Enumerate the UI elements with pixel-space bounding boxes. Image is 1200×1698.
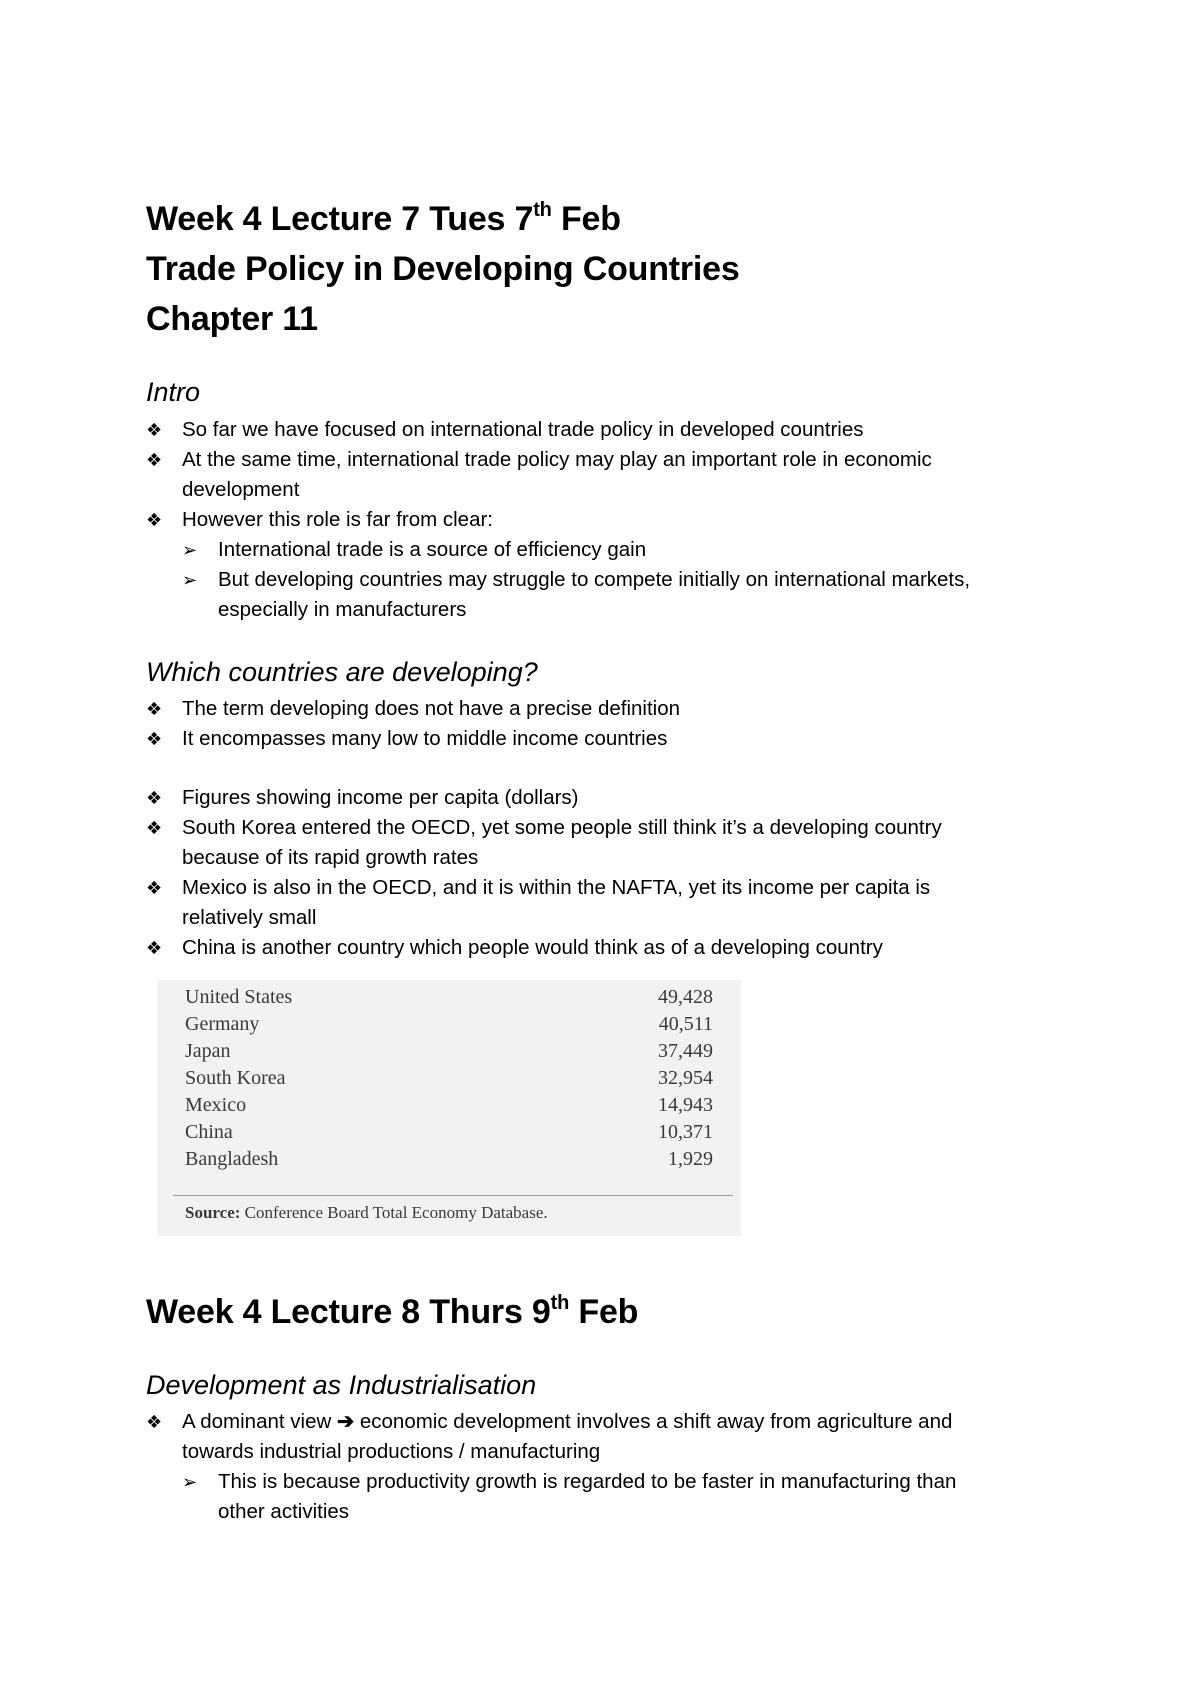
bullet-icon: ❖ [146, 818, 163, 838]
lecture7-title [146, 200, 621, 238]
which-bullet-4-line-1: South Korea entered the OECD, yet some people still think it’s a developing country [182, 816, 942, 839]
lecture8-title-suffix: Feb [569, 1293, 639, 1331]
bullet-icon: ❖ [146, 699, 163, 719]
industrialisation-bullet-1-line-2: towards industrial productions / manufacturing [182, 1440, 601, 1463]
table-row [185, 1092, 713, 1119]
intro-sub-bullet-2-line-2: especially in manufacturers [218, 598, 467, 621]
lecture7-title-suffix: Feb [551, 200, 621, 238]
bullet-icon: ❖ [146, 510, 163, 530]
intro-bullet-1: So far we have focused on international trade policy in developed countries [182, 418, 864, 441]
intro-bullet-3: However this role is far from clear: [182, 508, 494, 531]
lecture8-title-sup: th [550, 1292, 570, 1314]
which-bullet-2: It encompasses many low to middle income countries [182, 727, 668, 750]
income-value: 10,371 [658, 1121, 713, 1143]
income-value: 49,428 [658, 986, 713, 1008]
bullet-icon: ❖ [146, 788, 163, 808]
bullet-icon: ❖ [146, 1412, 163, 1432]
income-value: 14,943 [658, 1094, 713, 1116]
which-bullet-6: China is another country which people would think as of a developing country [182, 936, 883, 959]
which-countries-heading: Which countries are developing? [146, 657, 538, 687]
bullet-icon: ❖ [146, 729, 163, 749]
industrialisation-sub-bullet-1-line-1: This is because productivity growth is regarded to be faster in manufacturing than [218, 1470, 957, 1493]
intro-sub-bullet-1: International trade is a source of efficiency gain [218, 538, 647, 561]
income-value: 32,954 [658, 1067, 713, 1089]
table-row [185, 984, 713, 1011]
lecture8-title-text: Week 4 Lecture 8 Thurs 9 [146, 1293, 551, 1331]
table-row [185, 1146, 713, 1173]
bullet-icon: ❖ [146, 420, 163, 440]
lecture7-title-text: Week 4 Lecture 7 Tues 7 [146, 200, 534, 238]
lecture7-title-sup: th [533, 199, 552, 221]
table-divider [173, 1195, 733, 1196]
income-value: 37,449 [658, 1040, 713, 1062]
bullet-icon: ❖ [146, 878, 163, 898]
table-row [185, 1065, 713, 1092]
country-name: United States [185, 986, 293, 1008]
intro-bullet-2-line-1: At the same time, international trade policy may play an important role in economic [182, 448, 932, 471]
source-text: Conference Board Total Economy Database. [240, 1203, 548, 1222]
intro-bullet-2-line-2: development [182, 478, 300, 501]
sub-bullet-arrow-icon: ➢ [182, 1472, 198, 1492]
intro-heading: Intro [146, 377, 201, 407]
which-bullet-5-line-2: relatively small [182, 906, 317, 929]
industrialisation-bullet-1-line-1 [182, 1410, 952, 1434]
which-bullet-1: The term developing does not have a precise definition [182, 697, 681, 720]
source-label: Source: [185, 1203, 241, 1222]
lecture8-title [146, 1293, 638, 1331]
sub-bullet-arrow-icon: ➢ [182, 540, 198, 560]
table-source [185, 1202, 548, 1224]
table-row [185, 1038, 713, 1065]
which-bullet-5-line-1: Mexico is also in the OECD, and it is within the NAFTA, yet its income per capita is [182, 876, 931, 899]
bullet-icon: ❖ [146, 938, 163, 958]
sub-bullet-arrow-icon: ➢ [182, 570, 198, 590]
income-value: 40,511 [658, 1013, 713, 1035]
income-per-capita-table [157, 980, 741, 1236]
industrialisation-sub-bullet-1-line-2: other activities [218, 1500, 350, 1523]
country-name: China [185, 1121, 233, 1143]
country-name: Bangladesh [185, 1148, 279, 1170]
country-name: Mexico [185, 1094, 247, 1116]
lecture7-subtitle: Trade Policy in Developing Countries [146, 250, 740, 288]
country-name: Germany [185, 1013, 260, 1035]
industrialisation-bullet-1-pre: A dominant view [182, 1410, 337, 1433]
which-bullet-3: Figures showing income per capita (dollars) [182, 786, 579, 809]
income-value: 1,929 [668, 1148, 713, 1170]
table-row [185, 1119, 713, 1146]
table-row [185, 1011, 713, 1038]
chapter-title: Chapter 11 [146, 300, 318, 338]
industrialisation-heading: Development as Industrialisation [146, 1370, 537, 1400]
which-bullet-4-line-2: because of its rapid growth rates [182, 846, 479, 869]
country-name: South Korea [185, 1067, 286, 1089]
industrialisation-bullet-1-post: economic development involves a shift away from agriculture and [354, 1410, 953, 1433]
bullet-icon: ❖ [146, 450, 163, 470]
country-name: Japan [185, 1040, 231, 1062]
intro-sub-bullet-2-line-1: But developing countries may struggle to compete initially on international markets, [218, 568, 971, 591]
right-arrow-icon: ➔ [336, 1410, 355, 1433]
